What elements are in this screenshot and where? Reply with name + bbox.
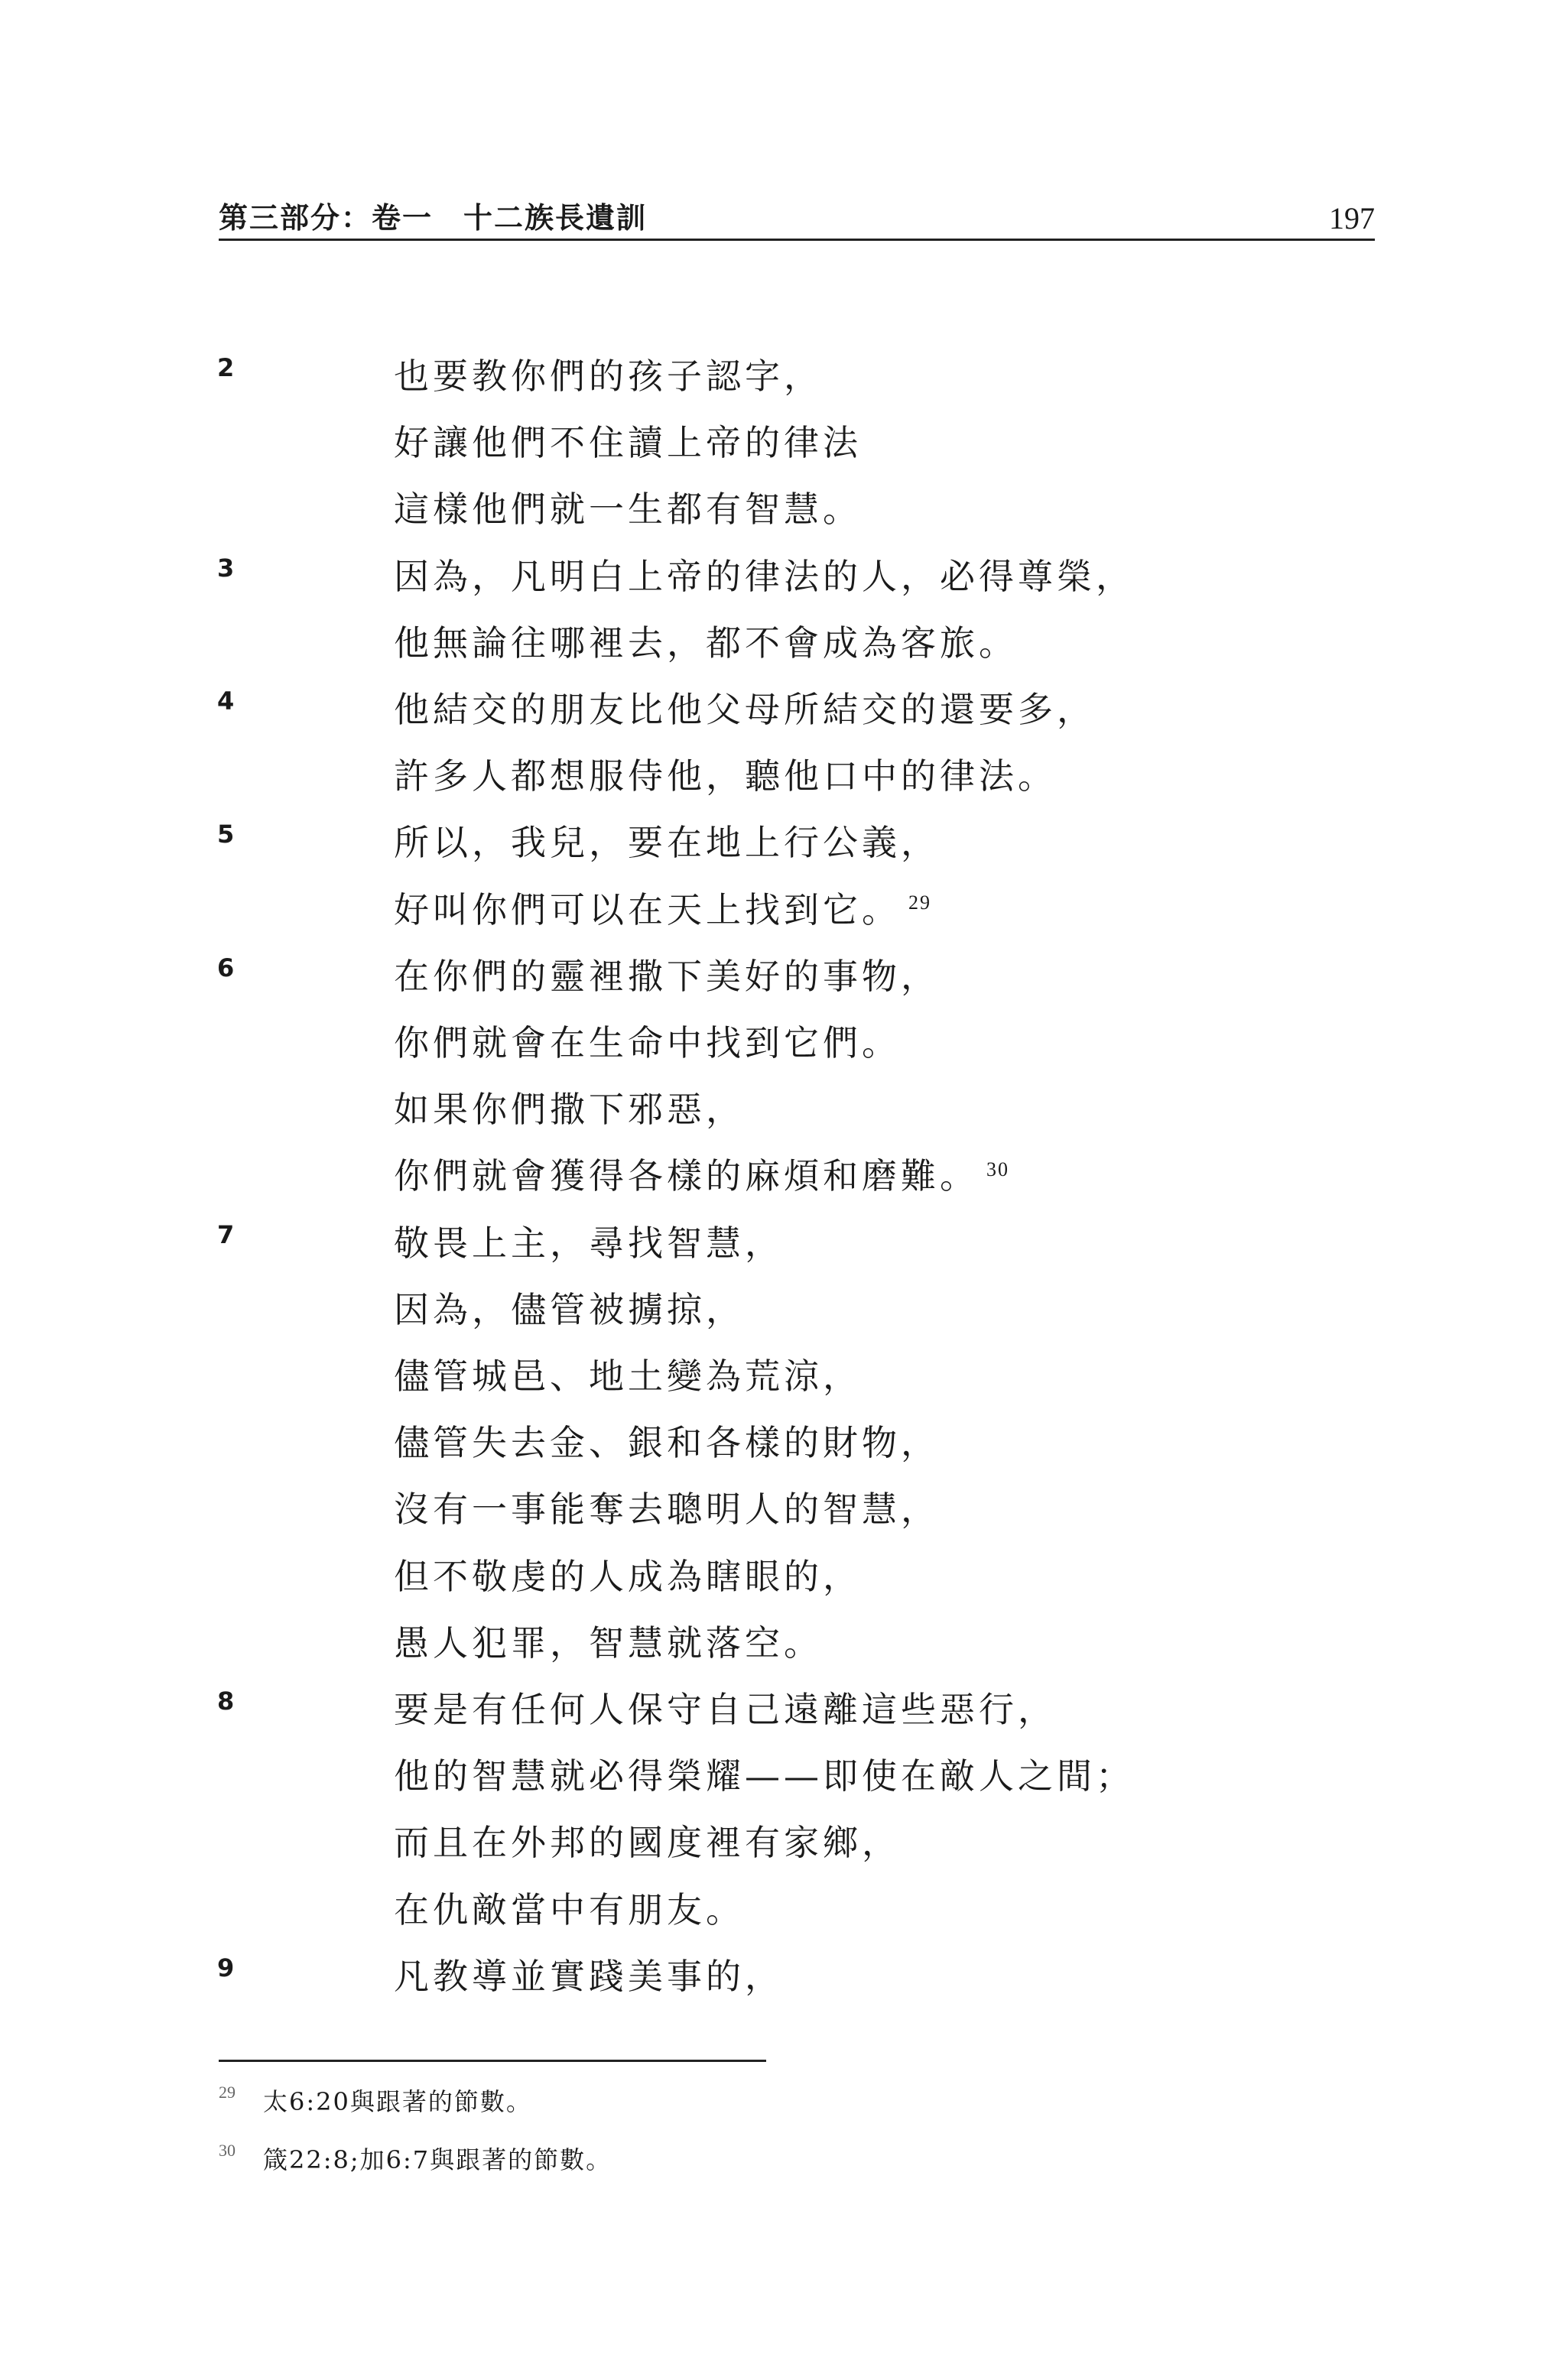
verse-text: 所以，我兒，要在地上行公義， — [394, 822, 940, 864]
verse-line — [394, 1949, 784, 1999]
footnote-text: 太6:20與跟著的節數。 — [263, 2087, 532, 2116]
verse-number: 8 — [217, 1687, 235, 1716]
verse-line — [394, 1349, 862, 1399]
verse-line — [394, 1082, 745, 1132]
verse-line — [394, 615, 1018, 666]
verse-line — [394, 1815, 901, 1865]
verse-text: 要是有任何人保守自己遠離這些惡行， — [394, 1689, 1057, 1730]
verse-text: 許多人都想服侍他，聽他口中的律法。 — [394, 755, 1057, 797]
verse-text: 你們就會獲得各樣的麻煩和磨難。 — [394, 1155, 979, 1197]
verse-number: 7 — [217, 1219, 235, 1249]
footnote-rule — [219, 2060, 766, 2062]
verse-line — [394, 1148, 1009, 1199]
verse-line — [394, 1482, 940, 1532]
verse-number: 2 — [217, 353, 235, 382]
verse-text: 因為，凡明白上帝的律法的人，必得尊榮， — [394, 555, 1135, 597]
verse-text: 在仇敵當中有朋友。 — [394, 1888, 745, 1930]
verse-text: 儘管城邑、地土變為荒涼， — [394, 1356, 862, 1397]
verse-line — [394, 1282, 745, 1333]
verse-number: 3 — [217, 553, 235, 583]
verse-line — [394, 1682, 1057, 1732]
verse-text: 在你們的靈裡撒下美好的事物， — [394, 955, 940, 997]
verse-line — [394, 682, 1096, 732]
verse-line — [394, 1615, 823, 1666]
page-number: 197 — [1329, 201, 1375, 235]
verse-line — [394, 549, 1135, 599]
verse-text: 凡教導並實踐美事的， — [394, 1955, 784, 1997]
verse-text: 他的智慧就必得榮耀——即使在敵人之間； — [394, 1755, 1135, 1797]
running-title: 第三部分：卷一 十二族長遺訓 — [219, 201, 648, 235]
verse-text: 因為，儘管被擄掠， — [394, 1288, 745, 1330]
verse-line — [394, 815, 940, 865]
verse-line — [394, 1216, 784, 1266]
verse-line — [394, 1415, 940, 1466]
verse-text: 愚人犯罪，智慧就落空。 — [394, 1622, 823, 1664]
verse-text: 也要教你們的孩子認字， — [394, 356, 823, 397]
verse-line — [394, 349, 823, 399]
verse-number: 6 — [217, 953, 235, 982]
footnote-text: 箴22:8;加6:7與跟著的節數。 — [263, 2145, 612, 2174]
footnote — [219, 2083, 532, 2118]
verse-text: 而且在外邦的國度裡有家鄉， — [394, 1822, 901, 1864]
verse-text: 這樣他們就一生都有智慧。 — [394, 489, 862, 531]
footnote-mark: 29 — [219, 2083, 236, 2102]
verse-text: 如果你們撒下邪惡， — [394, 1089, 745, 1131]
verse-text: 儘管失去金、銀和各樣的財物， — [394, 1422, 940, 1464]
verse-text: 沒有一事能奪去聰明人的智慧， — [394, 1489, 940, 1531]
verse-line — [394, 415, 862, 466]
verse-text: 敬畏上主，尋找智慧， — [394, 1222, 784, 1264]
verse-text: 他結交的朋友比他父母所結交的還要多， — [394, 689, 1096, 730]
verse-line — [394, 882, 931, 933]
verse-number: 4 — [217, 687, 235, 716]
verse-number: 9 — [217, 1953, 235, 1982]
verse-line — [394, 949, 940, 999]
footnote — [219, 2141, 612, 2176]
footnote-mark: 30 — [219, 2141, 236, 2160]
verse-text: 他無論往哪裡去，都不會成為客旅。 — [394, 622, 1018, 664]
verse-line — [394, 748, 1057, 799]
verse-line — [394, 1015, 901, 1066]
verse-line — [394, 1748, 1135, 1799]
verse-line — [394, 1882, 745, 1933]
footnote-ref: 30 — [986, 1158, 1009, 1181]
verse-line — [394, 482, 862, 532]
footnote-ref: 29 — [908, 891, 931, 914]
verse-number: 5 — [217, 820, 235, 849]
verse-text: 好叫你們可以在天上找到它。 — [394, 888, 901, 930]
verse-text: 你們就會在生命中找到它們。 — [394, 1022, 901, 1063]
verse-text: 好讓他們不住讀上帝的律法 — [394, 422, 862, 464]
verse-text: 但不敬虔的人成為瞎眼的， — [394, 1555, 862, 1597]
verse-line — [394, 1549, 862, 1599]
